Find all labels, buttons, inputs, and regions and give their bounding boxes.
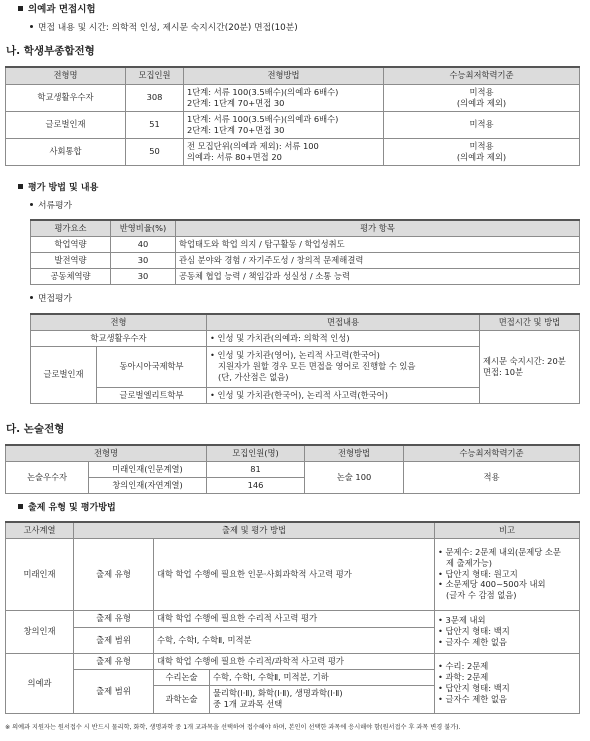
- col-header: 전형명: [6, 67, 126, 84]
- table-row: 창의인재 출제 유형 대학 학업 수행에 필요한 수리적 사고력 평가 • 3문제 내외 • 답안지 형태: 백지 • 글자수 제한 없음: [6, 610, 580, 627]
- table-row: 글로벌인재 51 1단계: 서류 100(3.5배수)(의예과 6배수) 2단계: 1단계 70+면접 30 미적용: [6, 111, 580, 138]
- table-row: 학업역량 40 학업태도와 학업 의지 / 탐구활동 / 학업성취도: [31, 236, 580, 252]
- interview-eval-title: 면접평가: [30, 294, 72, 304]
- section-da-title: 다. 논술전형: [6, 423, 65, 435]
- doc-eval-table: 평가요소 반영비율(%) 평가 항목 학업역량 40 학업태도와 학업 의지 / 탐구활동 / 학업성취도 발전역량 30 관심 분야와 경험 / 자기주도성 / 창의적 문제해결력 공동체역량 30 공동체 협업 능력 / 책임감과 성실성 / 소통 능력: [30, 219, 580, 285]
- table-row: 출제 범위 수학, 수학Ⅰ, 수학Ⅱ, 미적분: [6, 627, 580, 653]
- da-table: 전형명 모집인원(명) 전형방법 수능최저학력기준 논술우수자 미래인재(인문계열) 81 논술 100 적용 창의인재(자연계열) 146: [5, 444, 580, 494]
- table-row: 과학논술 물리학(Ⅰ·Ⅱ), 화학(Ⅰ·Ⅱ), 생명과학(Ⅰ·Ⅱ) 중 1개 교과목 선택: [6, 685, 580, 713]
- table-row: 공동체역량 30 공동체 협업 능력 / 책임감과 성실성 / 소통 능력: [31, 268, 580, 284]
- dot-bullet-icon: [30, 25, 33, 28]
- na-table: [5, 66, 580, 166]
- dot-bullet-icon: [30, 203, 33, 206]
- table-row: 학교생활우수자 • 인성 및 가치관(의예과: 의학적 인성) 제시문 숙지시간: 20분 면접: 10분: [31, 330, 580, 346]
- col-header: 수능최저학력기준: [384, 67, 580, 84]
- col-header: 전형방법: [184, 67, 384, 84]
- section-na-title: 나. 학생부종합전형: [6, 45, 95, 57]
- table-row: 발전역량 30 관심 분야와 경험 / 자기주도성 / 창의적 문제해결력: [31, 252, 580, 268]
- dot-bullet-icon: [30, 296, 33, 299]
- square-bullet-icon: [18, 6, 23, 11]
- table-row: 글로벌엘리트학부 • 인성 및 가치관(한국어), 논리적 사고력(한국어): [31, 387, 580, 403]
- section-medical-interview-title: 의예과 면접시험: [18, 5, 96, 16]
- square-bullet-icon: [18, 504, 23, 509]
- doc-eval-title: 서류평가: [30, 201, 72, 211]
- footnote: ※ 의예과 지원자는 원서접수 시 반드시 물리학, 화학, 생명과학 중 1개 교과목을 선택하여 접수해야 하며, 본인이 선택한 과목에 응시해야 함(원서접수 후 과목 변경 불가).: [5, 724, 461, 731]
- table-row: 사회통합 50 전 모집단위(의예과 제외): 서류 100 의예과: 서류 80+면접 20 미적용 (의예과 제외): [6, 138, 580, 165]
- section-eval-title: 평가 방법 및 내용: [18, 183, 98, 193]
- table-row: 창의인재(자연계열) 146: [6, 477, 580, 493]
- exam-table: 고사계열 출제 및 평가 방법 비고 미래인재 출제 유형 대학 학업 수행에 필요한 인문·사회과학적 사고력 평가 • 문제수: 2문제 내외(문제당 소문 제 출제가능) • 답안지 형태: 원고지 • 소문제당 400~500자 내외 (글자 수 감점 없음) 창의인재 출제 유형 대학 학업 수행에 필요한 수리적 사고력 평가 • 3문제 내외 • 답안지 형태: 백지 • 글자수 제한 없음 출제 범위 수학, 수학Ⅰ, 수학Ⅱ, 미적분 의예과 출제 유형 대학 학업 수행에 필요한 수리적/과학적 사고력 평가 • 수리: 2문제 • 과학: 2문제 • 답안지 형태: 백지 • 글자수 제한 없음 출제 범위 수리논술 수학, 수학Ⅰ, 수학Ⅱ, 미적분, 기하 과학논술 물리학(Ⅰ·Ⅱ), 화학(Ⅰ·Ⅱ), 생명과학(Ⅰ·Ⅱ) 중 1개 교과목 선택: [5, 521, 580, 714]
- table-row: 논술우수자 미래인재(인문계열) 81 논술 100 적용: [6, 461, 580, 477]
- section-exam-title: 출제 유형 및 평가방법: [18, 503, 116, 513]
- table-row: 미래인재 출제 유형 대학 학업 수행에 필요한 인문·사회과학적 사고력 평가 • 문제수: 2문제 내외(문제당 소문 제 출제가능) • 답안지 형태: 원고지 • 소문제당 400~500자 내외 (글자 수 감점 없음): [6, 538, 580, 610]
- table-row: 학교생활우수자 308 1단계: 서류 100(3.5배수)(의예과 6배수) 2단계: 1단계 70+면접 30 미적용 (의예과 제외): [6, 84, 580, 111]
- table-row: 의예과 출제 유형 대학 학업 수행에 필요한 수리적/과학적 사고력 평가 • 수리: 2문제 • 과학: 2문제 • 답안지 형태: 백지 • 글자수 제한 없음: [6, 653, 580, 669]
- square-bullet-icon: [18, 184, 23, 189]
- col-header: 모집인원: [126, 67, 184, 84]
- medical-interview-detail: 면접 내용 및 시간: 의학적 인성, 제시문 숙지시간(20분) 면접(10분): [30, 23, 298, 33]
- table-row: 글로벌인재 동아시아국제학부 • 인성 및 가치관(영어), 논리적 사고력(한국어) 지원자가 원할 경우 모든 면접을 영어로 진행할 수 있음 (단, 가산점은 없음): [31, 346, 580, 387]
- interview-eval-table: 전형 면접내용 면접시간 및 방법 학교생활우수자 • 인성 및 가치관(의예과: 의학적 인성) 제시문 숙지시간: 20분 면접: 10분 글로벌인재 동아시아국제학부 • 인성 및 가치관(영어), 논리적 사고력(한국어) 지원자가 원할 경우 모든 면접을 영어로 진행할 수 있음 (단, 가산점은 없음) 글로벌엘리트학부 • 인성 및 가치관(한국어), 논리적 사고력(한국어): [30, 313, 580, 404]
- table-row: 출제 범위 수리논술 수학, 수학Ⅰ, 수학Ⅱ, 미적분, 기하: [6, 669, 580, 685]
